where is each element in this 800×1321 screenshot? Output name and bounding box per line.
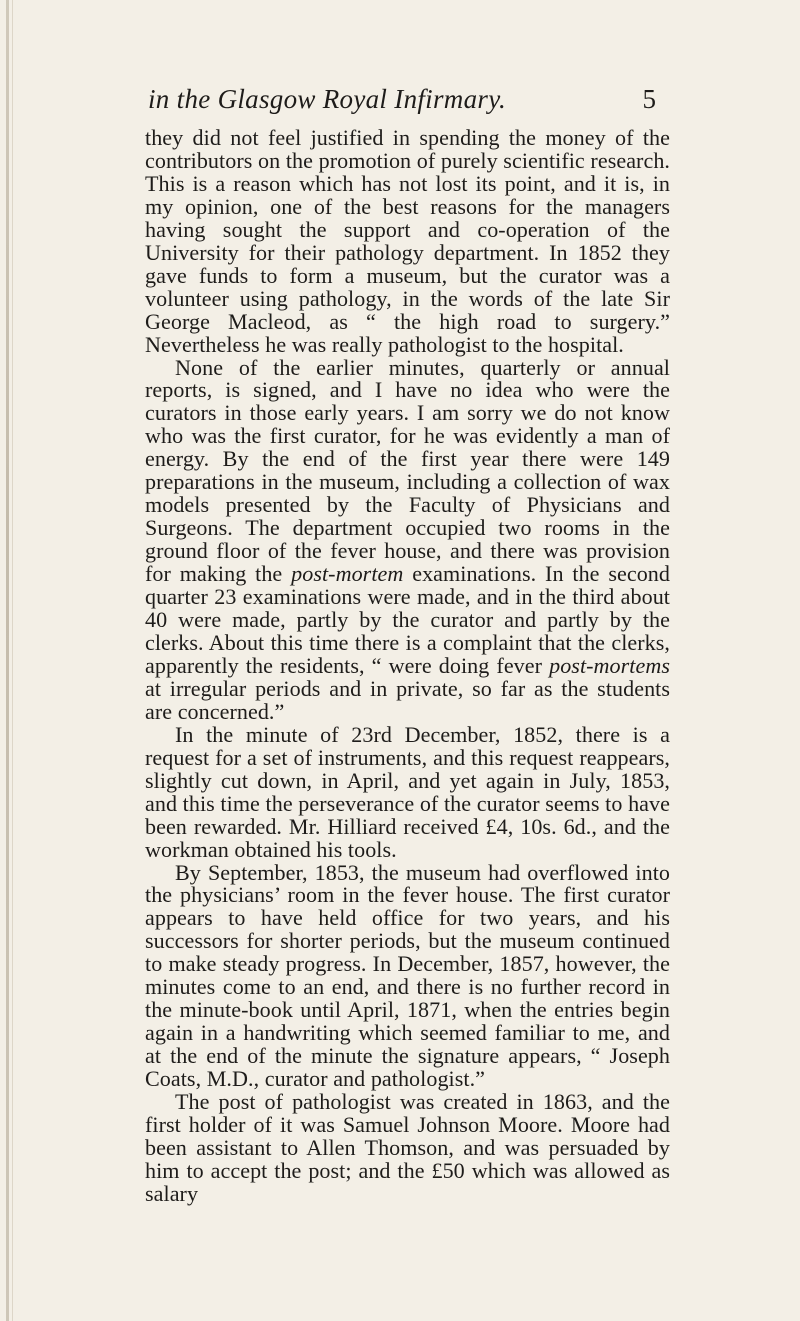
paragraph-text: at irregular periods and in private, so far as the students are concerned.”	[145, 675, 670, 724]
binding-edge	[6, 0, 9, 1321]
page-header	[148, 84, 656, 116]
paragraph-5	[145, 1091, 670, 1206]
body-text	[145, 127, 670, 1206]
paragraph-4	[145, 859, 670, 1092]
italic-term: post-mortem	[291, 561, 404, 587]
paragraph-text: By September, 1853, the museum had overflowed into the physicians’ room in the fever house. The first curator appears to have held office for two years, and his successors for shorter periods, but the museum continued to make steady progress. In December, 1857, however, the minutes come to an end, and there is no further record in the minute-book until April, 1871, when the entries begin again in a handwriting which seemed familiar to me, and at the end of the minute the signature appears, “ Joseph Coats, M.D., curator and pathologist.”	[145, 859, 670, 1092]
italic-term: post-mortems	[549, 652, 670, 678]
paragraph-text: they did not feel justified in spending the money of the contributors on the promotion of purely scientific research. This is a reason which has not lost its point, and it is, in my opinion, one of the best reasons for the managers having sought the support and co-operation of the University for their pathology department. In 1852 they gave funds to form a museum, but the curator was a volunteer using pathology, in the words of the late Sir George Macleod, as “ the high road to surgery.” Nevertheless he was really pathologist to the hospital.	[145, 125, 670, 357]
paragraph-text: examinations. In the second quarter 23 examinations were made, and in the third about 40 were made, partly by the curator and partly by the clerks. About this time there is a complaint that the clerks, apparently the residents, “ were doing fever	[145, 561, 671, 678]
paragraph-text: The post of pathologist was created in 1863, and the first holder of it was Samuel Johnson Moore. Moore had been assistant to Allen Thomson, and was persuaded by him to accept the post; and the £50 which was allowed as salary	[145, 1089, 670, 1206]
paragraph-text: In the minute of 23rd December, 1852, there is a request for a set of instruments, and this request reappears, slightly cut down, in April, and yet again in July, 1853, and this time the perseverance of the curator seems to have been rewarded. Mr. Hilliard received £4, 10s. 6d., and the workman obtained his tools.	[145, 721, 670, 862]
page-number: 5	[642, 84, 656, 114]
binding-edge-shadow	[12, 0, 13, 1321]
paragraph-2	[145, 354, 671, 724]
running-title: in the Glasgow Royal Infirmary.	[148, 84, 507, 114]
paragraph-3	[145, 721, 670, 862]
paragraph-text: None of the earlier minutes, quarterly or annual reports, is signed, and I have no idea who were the curators in those early years. I am sorry we do not know who was the first curator, for he was evidently a man of energy. By the end of the first year there were 149 preparations in the museum, including a collection of wax models presented by the Faculty of Physicians and Surgeons. The department occupied two rooms in the ground floor of the fever house, and there was provision for making the	[145, 354, 670, 587]
paragraph-1	[145, 127, 670, 357]
